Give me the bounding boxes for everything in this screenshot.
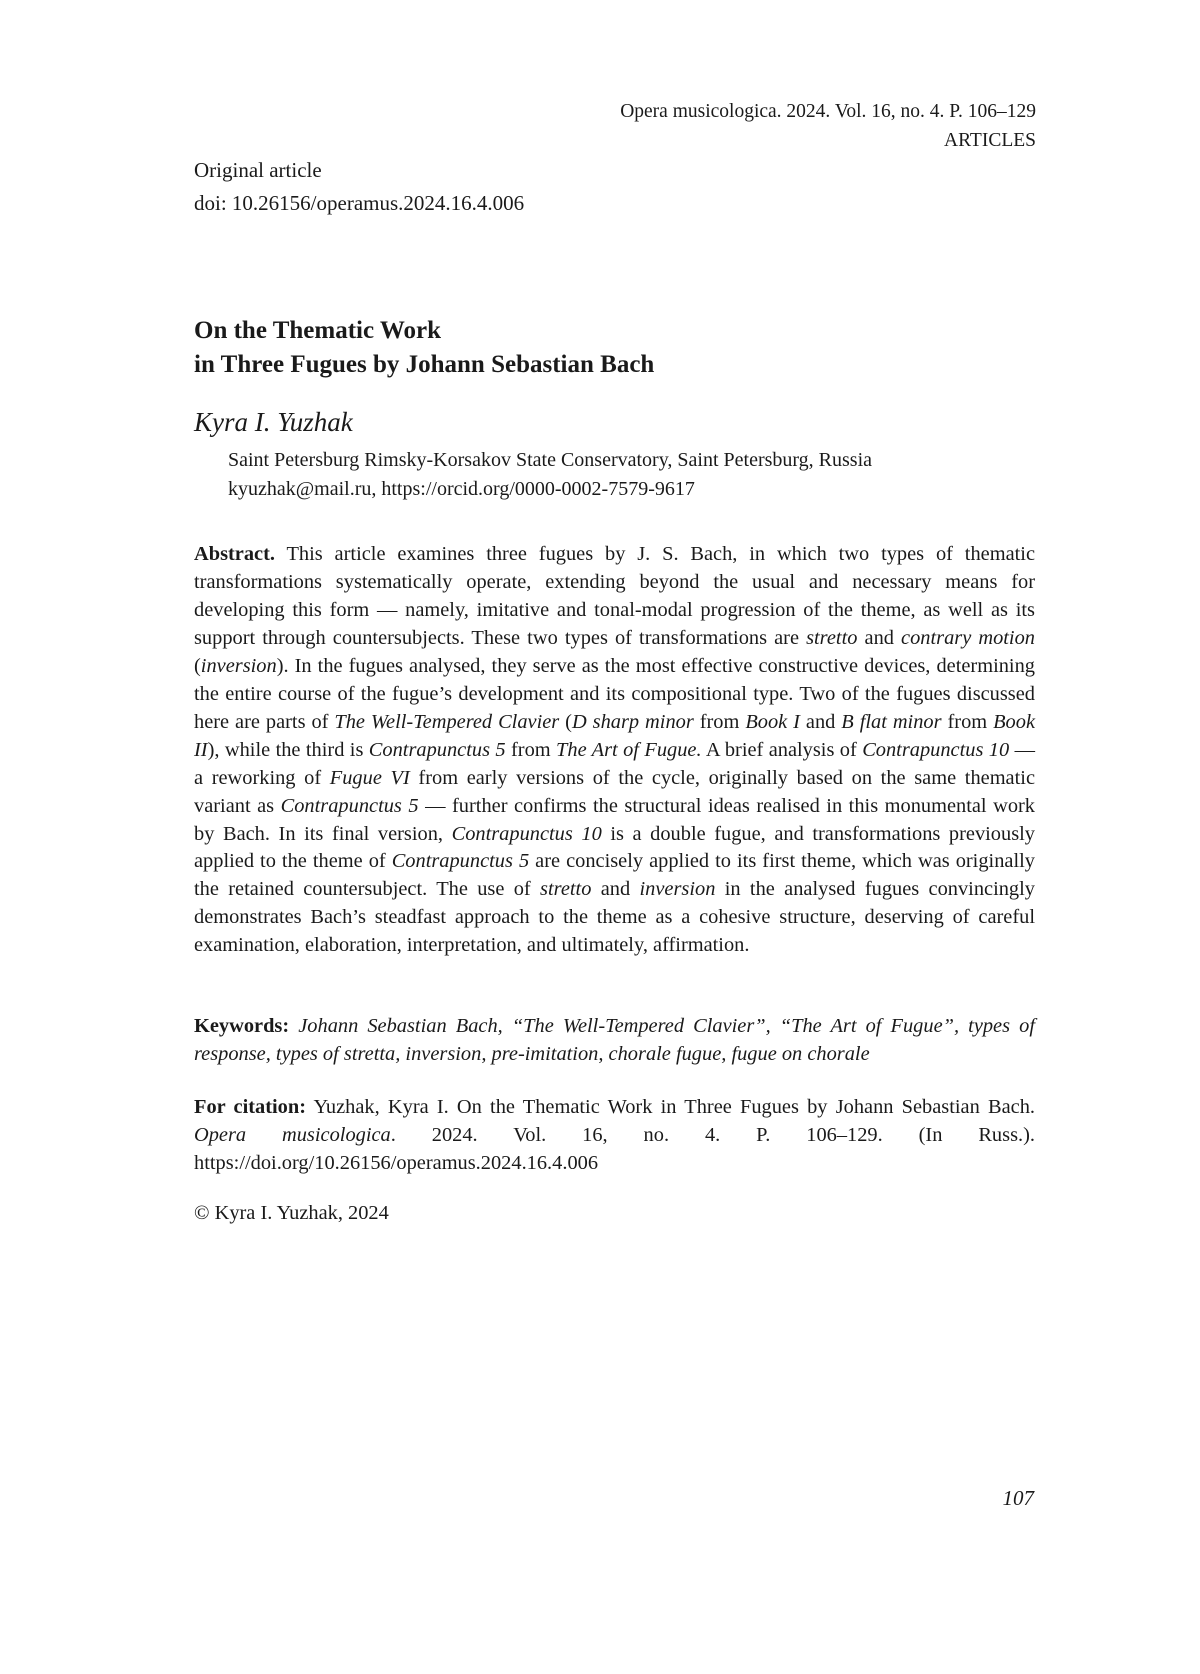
journal-citation-line: Opera musicologica. 2024. Vol. 16, no. 4. P. 106–129 — [620, 101, 1036, 122]
italic-term: Contrapunctus 5 — [280, 794, 419, 817]
title-line-2: in Three Fugues by Johann Sebastian Bach — [194, 351, 655, 378]
author-name: Kyra I. Yuzhak — [194, 407, 353, 437]
italic-term: Contrapunctus 5 — [368, 738, 506, 761]
italic-term: Book I — [745, 710, 800, 733]
text-run: is a double fugue, and transformations previously applied to the theme of — [194, 822, 1035, 873]
citation-label: For citation: — [194, 1096, 307, 1118]
article-meta — [194, 154, 524, 220]
text-run: are concisely applied to its first theme, which was originally the retained countersubject. The use of — [194, 850, 1035, 901]
text-run: ( — [559, 710, 572, 733]
italic-term: inversion — [200, 654, 277, 677]
italic-term: contrary motion — [901, 626, 1035, 649]
italic-term: Fugue VI — [329, 766, 410, 789]
text-run: A brief analysis of — [701, 738, 863, 761]
copyright: © Kyra I. Yuzhak, 2024 — [194, 1202, 389, 1224]
italic-term: Contrapunctus 10 — [862, 738, 1010, 761]
affiliation: Saint Petersburg Rimsky-Korsakov State Conservatory, Saint Petersburg, Russia — [228, 449, 873, 471]
text-run: — further confirms the structural ideas realised in this monumental work by Bach. In its final version, — [194, 794, 1036, 845]
text-run: and — [591, 878, 640, 901]
author-contact[interactable]: kyuzhak@mail.ru, https://orcid.org/0000-0002-7579-9617 — [228, 478, 695, 500]
italic-term: Opera musicologica — [194, 1124, 391, 1146]
article-type: Original article — [194, 158, 322, 182]
text-run: — a reworking of — [194, 738, 1035, 789]
text-run: from — [941, 710, 994, 733]
italic-term: B flat minor — [841, 710, 942, 733]
italic-term: Contrapunctus 10 — [451, 822, 602, 845]
text-run: from early versions of the cycle, originally based on the same thematic variant as — [194, 766, 1035, 817]
italic-term: Book II — [194, 710, 1035, 761]
section-label: ARTICLES — [944, 130, 1036, 151]
text-run: and — [799, 710, 842, 733]
text-run: from — [693, 710, 746, 733]
abstract — [194, 541, 1035, 960]
text-run: ( — [194, 654, 201, 677]
text-run: ), while the third is — [207, 738, 369, 761]
text-run: in the analysed fugues convincingly demonstrates Bach’s steadfast approach to the theme as a cohesive structure, deserving of careful examination, elaboration, interpretation, and ultimately, affirmation. — [194, 878, 1035, 957]
text-run: and — [857, 626, 902, 649]
citation-body — [194, 1096, 1035, 1174]
italic-term: stretto — [540, 878, 592, 901]
abstract-body — [194, 543, 1035, 956]
keywords — [194, 1012, 1035, 1068]
title-line-1: On the Thematic Work — [194, 317, 442, 344]
italic-term: The Art of Fugue. — [556, 738, 702, 761]
abstract-label: Abstract. — [194, 543, 275, 565]
italic-term: Contrapunctus 5 — [391, 850, 530, 873]
text-run: Yuzhak, Kyra I. On the Thematic Work in Three Fugues by Johann Sebastian Bach. — [306, 1096, 1035, 1118]
text-run: from — [505, 738, 557, 761]
keywords-list: Johann Sebastian Bach, “The Well-Tempered Clavier”, “The Art of Fugue”, types of response, types of stretta, inversion, pre-imitation, chorale fugue, fugue on chorale — [194, 1015, 1035, 1065]
text-run: This article examines three fugues by J. S. Bach, in which two types of thematic transformations systematically operate, extending beyond the usual and necessary means for developing this form — namely, imitative and tonal-modal progression of the theme, as well as its support through countersubjects. These two types of transformations are — [194, 543, 1035, 649]
citation — [194, 1093, 1035, 1177]
italic-term: The Well-Tempered Clavier — [334, 710, 560, 733]
text-run: ). In the fugues analysed, they serve as the most effective constructive devices, determining the entire course of the fugue’s development and its compositional type. Two of the fugues discussed here are parts of — [194, 654, 1035, 733]
journal-header — [620, 97, 1036, 155]
keywords-label: Keywords: — [194, 1015, 290, 1037]
page-number: 107 — [1002, 1486, 1034, 1510]
italic-term: stretto — [806, 626, 858, 649]
text-run: . 2024. Vol. 16, no. 4. P. 106–129. (In Russ.). https://doi.org/10.26156/operamus.2024.16.4.006 — [194, 1124, 1035, 1174]
italic-term: D sharp minor — [571, 710, 694, 733]
author-affiliation-block — [228, 446, 872, 504]
doi[interactable]: doi: 10.26156/operamus.2024.16.4.006 — [194, 191, 525, 215]
italic-term: inversion — [639, 878, 716, 901]
article-title — [194, 314, 654, 382]
